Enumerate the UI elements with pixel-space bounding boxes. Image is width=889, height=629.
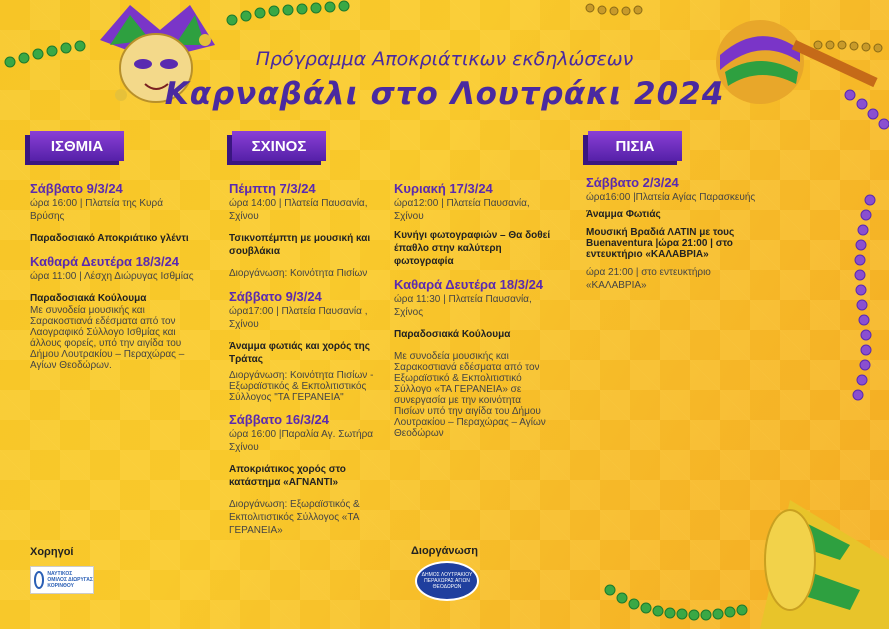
banner-isthmia: ΙΣΘΜΙΑ: [30, 131, 124, 161]
event-time-place: ώρα 21:00 | στο εντευκτήριο «ΚΑΛΑΒΡΙΑ»: [586, 267, 711, 291]
event-subtitle: Πρόγραμμα Αποκριάτικων εκδηλώσεων: [255, 48, 634, 70]
event-title: Καρναβάλι στο Λουτράκι 2024: [164, 76, 725, 112]
purple-beads-right: [845, 90, 889, 400]
isthmia-column: [30, 172, 200, 371]
event-title: Τσικνοπέμπτη με μουσική και σουβλάκια: [229, 233, 371, 257]
event-description: Με συνοδεία μουσικής και Σαρακοστιανά εδέσματα από τον Λαογραφικό Σύλλογο Ισθμίας και άλλους φορείς, υπό την αιγίδα του Δήμου Λουτρακίου – Περαχώρας – Αγίων Θεοδώρων.: [30, 305, 185, 371]
sponsors-label: Χορηγοί: [30, 546, 74, 558]
event-title: Αποκριάτικος χορός στο κατάστημα «ΑΓΝΑΝΤΙ»: [229, 464, 346, 488]
schinos-column-1: [229, 172, 384, 537]
event-time-place: ώρα 11:00 | Λέσχη Διώρυγας Ισθμίας: [30, 271, 194, 282]
event-title: Άναμμα Φωτιάς: [586, 209, 661, 220]
event-organizer: Διοργάνωση: Εξωραϊστικός & Εκπολιτιστικός Σύλλογος «ΤΑ ΓΕΡΑΝΕΙΑ»: [229, 499, 360, 536]
event-date: Κυριακή 17/3/24: [394, 181, 493, 196]
event-title: Μουσική Βραδιά ΛΑΤΙΝ με τους Buenaventura |ώρα 21:00 | στο εντευκτήριο «ΚΑΛΑΒΡΙΑ»: [586, 227, 735, 260]
organizer-label: Διοργάνωση: [411, 545, 479, 557]
event-time-place: ώρα 16:00 |Παραλία Αγ. Σωτήρα Σχίνου: [229, 429, 374, 453]
event-description: Με συνοδεία μουσικής και Σαρακοστιανά εδέσματα από τον Εξωραϊστικό & Εκπολιτιστικό Σύλλογο «ΤΑ ΓΕΡΑΝΕΙΑ» σε συνεργασία με την κοινότητα Πισίων υπό την αιγίδα του Δήμου Λουτρακίου – Περαχώρας – Αγίων Θεοδώρων: [394, 351, 546, 439]
event-date: Καθαρά Δευτέρα 18/3/24: [30, 254, 180, 269]
event-date: Σάββατο 16/3/24: [229, 412, 330, 427]
ship-wheel-icon: [34, 571, 44, 589]
event-time-place: ώρα17:00 | Πλατεία Παυσανία , Σχίνου: [229, 306, 368, 330]
schinos-column-2: [394, 172, 554, 439]
party-horn-icon: [760, 500, 889, 629]
event-title: Παραδοσιακά Κούλουμα: [394, 329, 511, 340]
event-time-place: ώρα12:00 | Πλατεία Παυσανία, Σχίνου: [394, 198, 530, 222]
event-time-place: ώρα 11:30 | Πλατεία Παυσανία, Σχίνος: [394, 294, 532, 318]
banner-schinos: ΣΧΙΝΟΣ: [232, 131, 326, 161]
event-title: Παραδοσιακό Αποκριάτικο γλέντι: [30, 233, 189, 244]
event-organizer: Διοργάνωση: Κοινότητα Πισίων: [229, 268, 368, 279]
event-date: Σάββατο 2/3/24: [586, 175, 679, 190]
event-organizer: Διοργάνωση: Κοινότητα Πισίων - Εξωραϊστικός & Εκπολιτιστικός Σύλλογος "ΤΑ ΓΕΡΑΝΕΙΑ": [229, 370, 374, 403]
event-title: Κυνήγι φωτογραφιών – Θα δοθεί έπαθλο στην καλύτερη φωτογραφία: [394, 230, 551, 267]
banner-pisia: ΠΙΣΙΑ: [588, 131, 682, 161]
event-time-place: ώρα 14:00 | Πλατεία Παυσανία, Σχίνου: [229, 198, 368, 222]
organizer-logo: [415, 561, 479, 601]
sponsor-logo: [30, 566, 94, 594]
event-date: Σάββατο 9/3/24: [229, 289, 322, 304]
pisia-column: [586, 166, 756, 292]
organizer-logo-text: ΔΗΜΟΣ ΛΟΥΤΡΑΚΙΟΥ ΠΕΡΑΧΩΡΑΣ ΑΓΙΩΝ ΘΕΟΔΩΡΩΝ: [421, 572, 473, 590]
event-time-place: ώρα16:00 |Πλατεία Αγίας Παρασκευής: [586, 192, 756, 203]
sponsor-logo-text: ΝΑΥΤΙΚΟΣ ΟΜΙΛΟΣ ΔΙΩΡΥΓΑΣ ΚΟΡΙΝΘΟΥ: [47, 571, 93, 589]
green-beads-bottom: [605, 585, 747, 620]
event-date: Σάββατο 9/3/24: [30, 181, 123, 196]
event-title: Άναμμα φωτιάς και χορός της Τράτας: [229, 341, 370, 365]
event-title: Παραδοσιακά Κούλουμα: [30, 293, 147, 304]
event-date: Πέμπτη 7/3/24: [229, 181, 316, 196]
event-time-place: ώρα 16:00 | Πλατεία της Κυρά Βρύσης: [30, 198, 163, 222]
event-date: Καθαρά Δευτέρα 18/3/24: [394, 277, 544, 292]
